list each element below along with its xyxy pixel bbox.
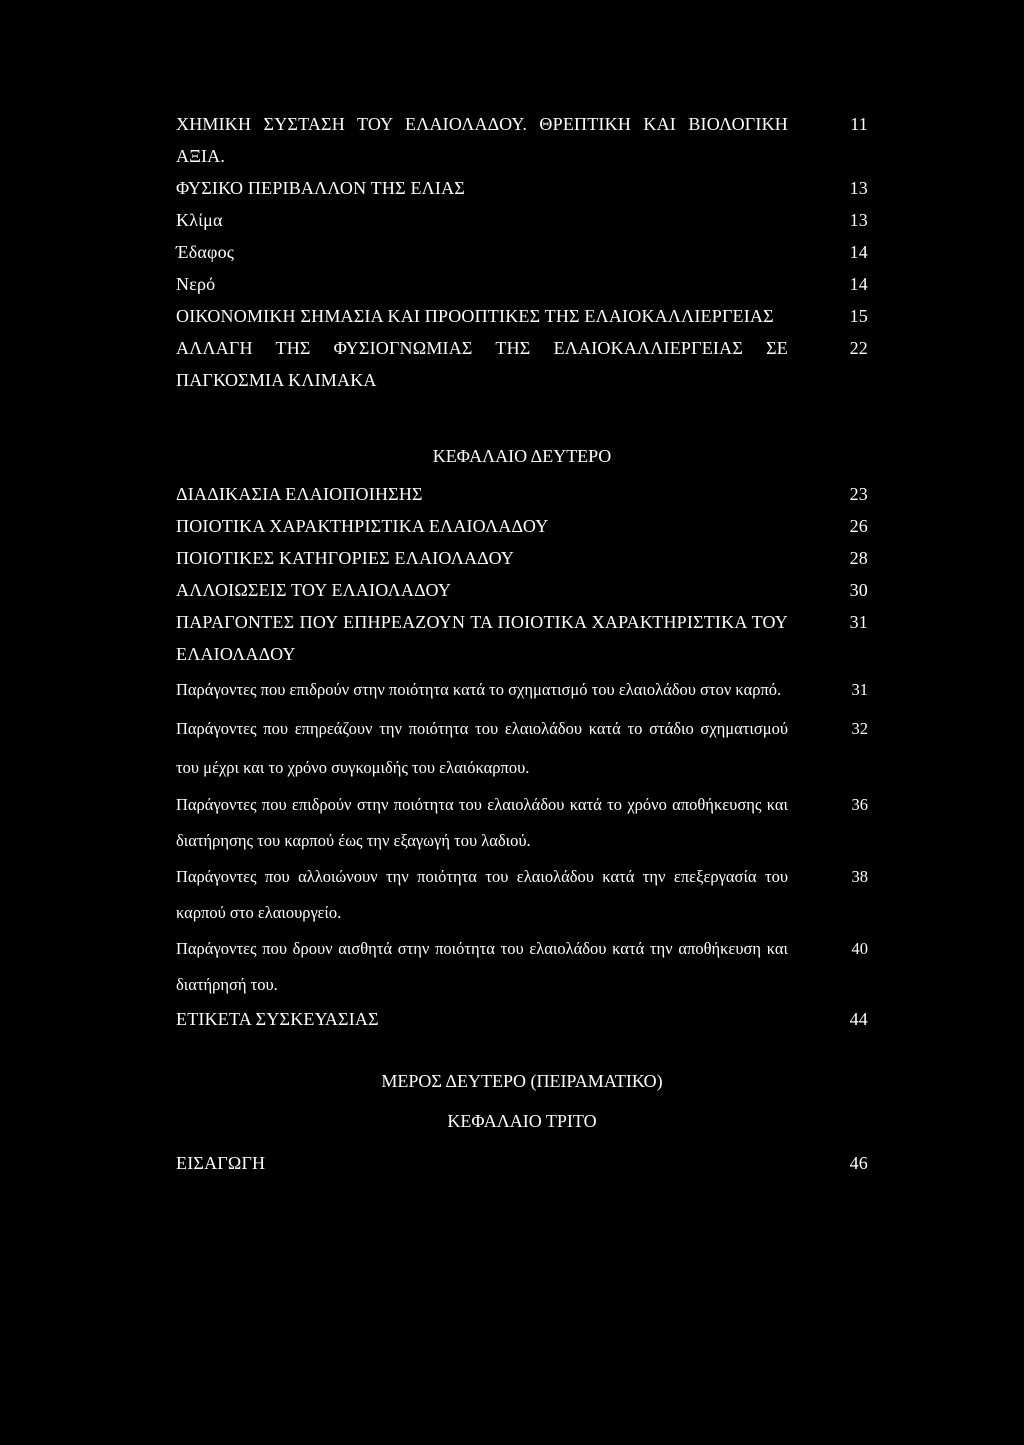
- toc-entry: [176, 510, 868, 542]
- toc-entry-title: Νερό: [176, 274, 216, 294]
- part-two-heading: ΜΕΡΟΣ ΔΕΥΤΕΡΟ (ΠΕΙΡΑΜΑΤΙΚΟ): [381, 1071, 663, 1091]
- toc-entry: [176, 606, 868, 670]
- toc-entry-page: 13: [849, 210, 868, 230]
- toc-entry-title: ΑΛΛΑΓΗ ΤΗΣ ΦΥΣΙΟΓΝΩΜΙΑΣ ΤΗΣ ΕΛΑΙΟΚΑΛΛΙΕΡΓΕΙΑΣ ΣΕ ΠΑΓΚΟΣΜΙΑ ΚΛΙΜΑΚΑ: [176, 338, 788, 390]
- toc-entry-page: 15: [849, 306, 868, 326]
- toc-entry-page: 26: [849, 516, 868, 536]
- toc-entry: [176, 332, 868, 396]
- toc-subentry: [176, 859, 868, 931]
- toc-entry-page: 14: [849, 274, 868, 294]
- toc-entry-page: 14: [849, 242, 868, 262]
- toc-entry-page: 22: [849, 338, 868, 358]
- toc-subentry-title: Παράγοντες που επιδρούν στην ποιότητα κατά το σχηματισμό του ελαιολάδου στον καρπό.: [176, 680, 782, 699]
- toc-entry-page: 28: [849, 548, 868, 568]
- table-of-contents: [176, 108, 868, 1179]
- toc-entry: [176, 172, 868, 204]
- toc-entry: [176, 542, 868, 574]
- toc-subentry-page: 40: [851, 939, 868, 958]
- toc-entry-title: ΦΥΣΙΚΟ ΠΕΡΙΒΑΛΛΟΝ ΤΗΣ ΕΛΙΑΣ: [176, 178, 465, 198]
- toc-subentry-page: 31: [851, 680, 868, 699]
- toc-entry-title: ΟΙΚΟΝΟΜΙΚΗ ΣΗΜΑΣΙΑ ΚΑΙ ΠΡΟΟΠΤΙΚΕΣ ΤΗΣ ΕΛΑΙΟΚΑΛΛΙΕΡΓΕΙΑΣ: [176, 306, 774, 326]
- toc-subentry-title: Παράγοντες που δρουν αισθητά στην ποιότητα του ελαιολάδου κατά την αποθήκευση και διατήρησή του.: [176, 939, 788, 994]
- toc-entry-title: ΑΛΛΟΙΩΣΕΙΣ ΤΟΥ ΕΛΑΙΟΛΑΔΟΥ: [176, 580, 452, 600]
- toc-section-two: [176, 478, 868, 1035]
- toc-entry-page: 31: [849, 612, 868, 632]
- toc-entry-title: ΔΙΑΔΙΚΑΣΙΑ ΕΛΑΙΟΠΟΙΗΣΗΣ: [176, 484, 423, 504]
- toc-section-one: [176, 108, 868, 396]
- toc-entry-title: ΠΟΙΟΤΙΚΑ ΧΑΡΑΚΤΗΡΙΣΤΙΚΑ ΕΛΑΙΟΛΑΔΟΥ: [176, 516, 549, 536]
- toc-subentry-title: Παράγοντες που αλλοιώνουν την ποιότητα του ελαιολάδου κατά την επεξεργασία του καρπού στο ελαιουργείο.: [176, 867, 788, 922]
- toc-entry: [176, 574, 868, 606]
- toc-subentry-page: 32: [851, 719, 868, 738]
- toc-subentry: [176, 670, 868, 709]
- toc-entry-title: ΧΗΜΙΚΗ ΣΥΣΤΑΣΗ ΤΟΥ ΕΛΑΙΟΛΑΔΟΥ. ΘΡΕΠΤΙΚΗ ΚΑΙ ΒΙΟΛΟΓΙΚΗ ΑΞΙΑ.: [176, 114, 788, 166]
- toc-entry-title: Κλίμα: [176, 210, 223, 230]
- toc-entry: [176, 1147, 868, 1179]
- toc-entry-page: 46: [849, 1153, 868, 1173]
- toc-entry: [176, 1003, 868, 1035]
- toc-entry-title: ΠΑΡΑΓΟΝΤΕΣ ΠΟΥ ΕΠΗΡΕΑΖΟΥΝ ΤΑ ΠΟΙΟΤΙΚΑ ΧΑΡΑΚΤΗΡΙΣΤΙΚΑ ΤΟΥ ΕΛΑΙΟΛΑΔΟΥ: [176, 612, 788, 664]
- chapter-two-heading: ΚΕΦΑΛΑΙΟ ΔΕΥΤΕΡΟ: [432, 446, 612, 466]
- toc-subentry: [176, 787, 868, 859]
- toc-entry: [176, 108, 868, 172]
- toc-entry: [176, 204, 868, 236]
- toc-subentry: [176, 931, 868, 1003]
- toc-entry-page: 23: [849, 484, 868, 504]
- toc-entry-page: 30: [849, 580, 868, 600]
- toc-entry-page: 11: [850, 114, 868, 134]
- toc-entry: [176, 300, 868, 332]
- toc-entry-page: 13: [849, 178, 868, 198]
- toc-entry: [176, 478, 868, 510]
- toc-entry-title: Έδαφος: [176, 242, 235, 262]
- chapter-three-heading: ΚΕΦΑΛΑΙΟ ΤΡΙΤΟ: [447, 1111, 597, 1131]
- toc-entry-title: ΕΙΣΑΓΩΓΗ: [176, 1153, 266, 1173]
- toc-entry: [176, 236, 868, 268]
- toc-subentry-title: Παράγοντες που επηρεάζουν την ποιότητα του ελαιολάδου κατά το στάδιο σχηματισμού του μέχρι και το χρόνο συγκομιδής του ελαιόκαρπου.: [176, 719, 788, 777]
- toc-subentry-page: 36: [851, 795, 868, 814]
- toc-entry-page: 44: [849, 1009, 868, 1029]
- toc-entry-title: ΠΟΙΟΤΙΚΕΣ ΚΑΤΗΓΟΡΙΕΣ ΕΛΑΙΟΛΑΔΟΥ: [176, 548, 515, 568]
- toc-entry: [176, 268, 868, 300]
- toc-entry-title: ΕΤΙΚΕΤΑ ΣΥΣΚΕΥΑΣΙΑΣ: [176, 1009, 379, 1029]
- toc-subentry-page: 38: [851, 867, 868, 886]
- toc-subentry: [176, 709, 868, 787]
- toc-subentry-title: Παράγοντες που επιδρούν στην ποιότητα του ελαιολάδου κατά το χρόνο αποθήκευσης και διατήρησης του καρπού έως την εξαγωγή του λαδιού.: [176, 795, 788, 850]
